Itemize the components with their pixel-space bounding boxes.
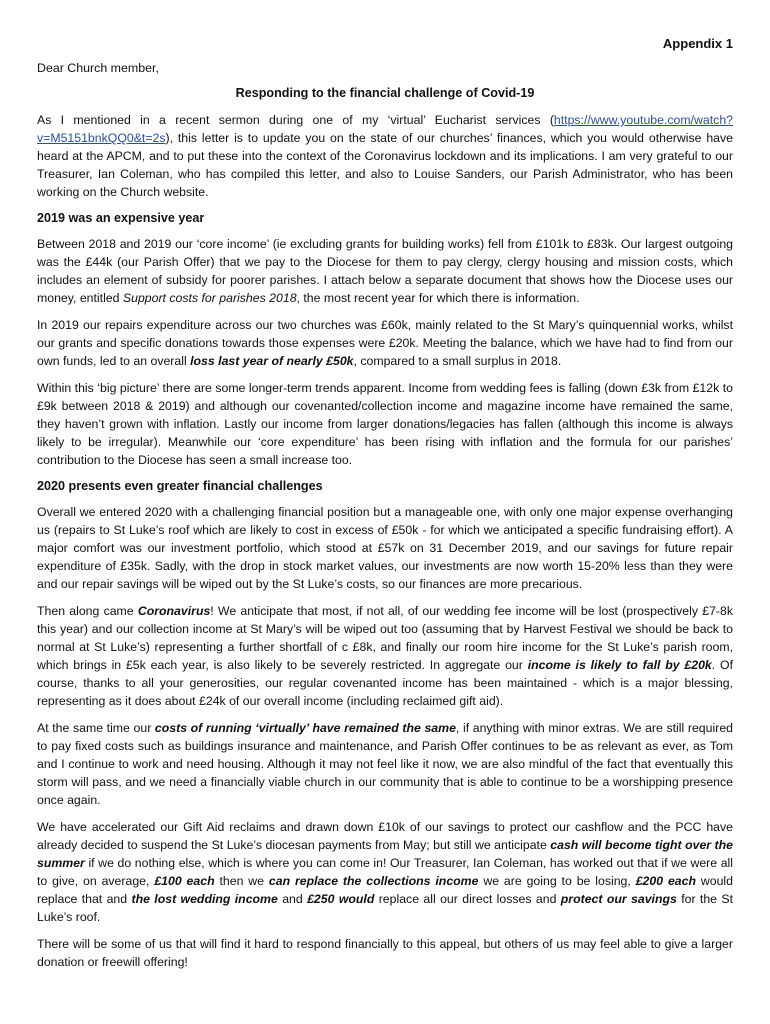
text: . Of course, thanks to all your generosities, our regular covenanted income has been maintained - which is a major blessing, representing as it does about £24k of our overall income (including reclaimed gift aid).: [37, 658, 733, 708]
letter-title: Responding to the financial challenge of Covid-19: [235, 86, 535, 100]
intro-text-a: As I mentioned in a recent sermon during one of my ‘virtual’ Eucharist services (: [37, 113, 554, 127]
paragraph-repairs: [37, 316, 733, 370]
paragraph-appeal: [37, 818, 733, 926]
appendix-label: Appendix 1: [662, 36, 733, 51]
salutation: Dear Church member,: [37, 61, 159, 75]
text: then we: [214, 874, 269, 888]
text: At the same time our: [37, 721, 155, 735]
amount-250-emphasis: £250 would: [307, 892, 375, 906]
intro-paragraph: [37, 111, 733, 201]
youtube-link[interactable]: https://www.youtube.com/watch?v=M5151bnkQQ0&t=2s: [37, 113, 733, 145]
amount-100-emphasis: £100 each: [154, 874, 215, 888]
costs-emphasis: costs of running ‘virtually’ have remained the same: [154, 721, 456, 735]
document-title-emphasis: Support costs for parishes 2018: [122, 291, 297, 305]
text: Between 2018 and 2019 our ‘core income’ (ie excluding grants for building works) fell from £101k to £83k. Our largest outgoing was the £44k (our Parish Offer) that we pay to the Diocese for them to pay clergy, clergy housing and mission costs, which includes an element of subsidy for poorer parishes. I attach below a separate document that shows how the Diocese uses our money, entitled: [37, 237, 733, 305]
paragraph-coronavirus: [37, 602, 733, 710]
section-heading-2019: 2019 was an expensive year: [37, 211, 205, 225]
text: Then along came: [37, 604, 138, 618]
text: ! We anticipate that most, if not all, of our wedding fee income will be lost (prospectively £7-8k this year) and our collection income at St Mary’s will be wiped out too (assuming that by Harvest Festival we should be back to normal at St Luke’s) representing a further shortfall of c £8k, and finally our room hire income for the St Luke’s parish room, which brings in £5k each year, is also likely to be severely restricted. In aggregate our: [37, 604, 733, 672]
text: if we do nothing else, which is where you can come in! Our Treasurer, Ian Coleman, has worked out that if we were all to give, on average,: [37, 856, 733, 888]
text: , the most recent year for which there is information.: [296, 291, 580, 305]
paragraph-trends: Within this ‘big picture’ there are some longer-term trends apparent. Income from wedding fees is falling (down £3k from £12k to £9k between 2018 & 2019) and although our covenanted/collection income and magazine income have remained the same, they haven’t grown with inflation. Lastly our income from larger donations/legacies has fallen (although this income is always likely to be irregular). Meanwhile our ‘core expenditure’ has been rising with inflation and the formula for our parishes’ contribution to the Diocese has seen a small increase too.: [37, 381, 733, 467]
amount-200-emphasis: £200 each: [635, 874, 696, 888]
text: would replace that and: [37, 874, 733, 906]
protect-savings-emphasis: protect our savings: [560, 892, 677, 906]
paragraph-overall-2020: Overall we entered 2020 with a challenging financial position but a manageable one, with only one major expense overhanging us (repairs to St Luke’s roof which are likely to cost in excess of £50k - for which we anticipated a specific fundraising effort). A major comfort was our investment portfolio, which stood at £57k on 31 December 2019, and our savings for future repair expenditure of £35k. Sadly, with the drop in stock market values, our investments are now worth 15-20% less than they were and our repair savings will be wiped out by the St Luke’s costs, so our finances are more precarious.: [37, 505, 733, 591]
text: We have accelerated our Gift Aid reclaims and drawn down £10k of our savings to protect our cashflow and the PCC have already decided to suspend the St Luke’s diocesan payments from May; but still we anticipate: [37, 820, 733, 852]
wedding-income-emphasis: the lost wedding income: [131, 892, 278, 906]
text: In 2019 our repairs expenditure across our two churches was £60k, mainly related to the St Mary’s quinquennial works, whilst our grants and specific donations towards those expenses were £20k. Meeting the balance, which we have had to find from our own funds, led to an overall: [37, 318, 733, 368]
text: , if anything with minor extras. We are still required to pay fixed costs such as buildings insurance and maintenance, and Parish Offer continues to be as relevant as ever, as Tom and I continue to work and need housing. Although it may not feel like it now, we are also mindful of the fact that eventually this storm will pass, and we need a financially viable church in our community that is able to continue to be a worshipping presence once again.: [37, 721, 733, 807]
text: for the St Luke’s roof.: [37, 892, 734, 924]
text: we are going to be losing,: [478, 874, 636, 888]
replace-collections-emphasis: can replace the collections income: [268, 874, 479, 888]
loss-emphasis: loss last year of nearly £50k: [190, 354, 354, 368]
coronavirus-emphasis: Coronavirus: [137, 604, 211, 618]
section-heading-2020: 2020 presents even greater financial challenges: [37, 479, 323, 493]
text: and: [277, 892, 308, 906]
paragraph-running-costs: [37, 719, 733, 809]
intro-text-b: ), this letter is to update you on the state of our churches’ finances, which you would otherwise have heard at the APCM, and to put these into the context of the Coronavirus lockdown and its implications. I am very grateful to our Treasurer, Ian Coleman, who has compiled this letter, and also to Louise Sanders, our Parish Administrator, who has been working on the Church website.: [37, 131, 733, 199]
income-fall-emphasis: income is likely to fall by £20k: [527, 658, 712, 672]
text: , compared to a small surplus in 2018.: [353, 354, 562, 368]
paragraph-core-income: [37, 235, 733, 307]
text: replace all our direct losses and: [374, 892, 561, 906]
cash-tight-emphasis: cash will become tight over the summer: [37, 838, 733, 870]
paragraph-closing: There will be some of us that will find it hard to respond financially to this appeal, but others of us may feel able to give a larger donation or freewill offering!: [37, 937, 733, 969]
